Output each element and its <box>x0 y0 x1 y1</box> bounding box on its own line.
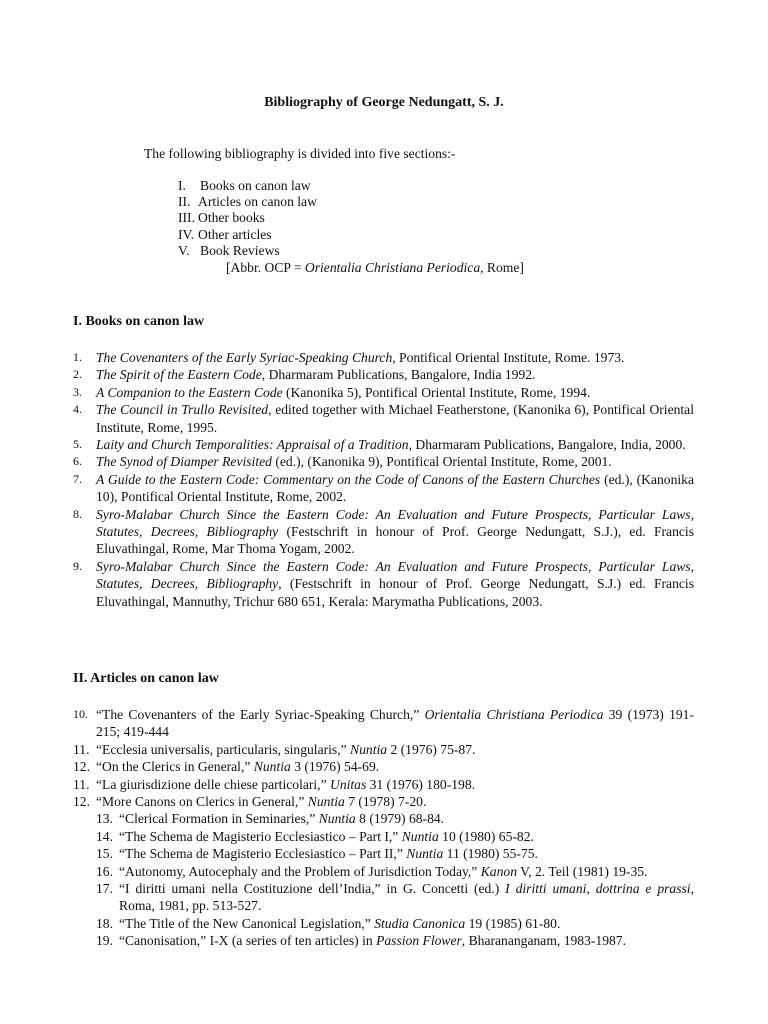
outline-number: II. <box>178 194 191 210</box>
entry-details: 10 (1980) 65-82. <box>438 828 534 844</box>
section1-heading: I. Books on canon law <box>73 314 205 329</box>
entry-title: “More Canons on Clerics in General,” <box>96 794 308 810</box>
entry-title: Laity and Church Temporalities: Appraisal of a Tradition <box>96 437 409 453</box>
book-entry <box>0 471 694 506</box>
entry-journal: Orientalia Christiana Periodica <box>424 707 604 722</box>
outline-number: I. <box>178 178 186 193</box>
entry-journal: Passion Flower <box>376 933 462 949</box>
entry-journal: Nuntia <box>253 759 291 775</box>
entry-journal: Unitas <box>330 776 367 792</box>
entry-details: 8 (1979) 68-84. <box>355 811 445 827</box>
entry-title: Syro-Malabar Church Since the Eastern Code: An Evaluation and Future Prospects, Particular Laws, Statutes, Decrees, Bibliography <box>96 506 694 540</box>
article-entry <box>0 915 694 932</box>
article-entry <box>0 776 694 793</box>
outline-number: V. <box>178 242 190 258</box>
entry-number: 15. <box>96 846 113 862</box>
outline-item <box>178 227 317 243</box>
entry-details: , Roma, 1981, pp. 513-527. <box>119 881 694 914</box>
entry-details: (Kanonika 5), Pontifical Oriental Institute, Rome, 1994. <box>282 384 591 400</box>
entry-details: 31 (1976) 180-198. <box>366 776 476 792</box>
entry-number: 3. <box>73 384 82 399</box>
book-entry <box>0 384 694 401</box>
entry-title: A Companion to the Eastern Code <box>96 384 283 400</box>
outline-label: Book Reviews <box>200 242 280 258</box>
abbreviation-note: [Abbr. OCP = Orientalia Christiana Periodica, Rome] <box>226 260 524 275</box>
entry-details: , Dharmaram Publications, Bangalore, India, 2000. <box>408 437 686 453</box>
outline-item <box>178 210 317 226</box>
article-entry <box>0 932 694 949</box>
entry-journal: I diritti umani, dottrina e prassi <box>505 881 691 897</box>
entry-journal: Nuntia <box>350 741 388 757</box>
entry-title: “On the Clerics in General,” <box>96 759 254 775</box>
entry-number: 2. <box>73 367 82 382</box>
intro-text: The following bibliography is divided into five sections:- <box>144 146 456 161</box>
article-entry <box>0 845 694 862</box>
entry-title: The Covenanters of the Early Syriac-Speaking Church, <box>96 350 396 365</box>
outline-number: IV. <box>178 226 194 242</box>
entry-title: “Ecclesia universalis, particularis, singularis,” <box>96 741 351 757</box>
entry-details: (ed.), (Kanonika 10), Pontifical Oriental Institute, Rome, 2002. <box>96 471 694 505</box>
document-title: Bibliography of George Nedungatt, S. J. <box>264 95 504 110</box>
entry-details: 19 (1985) 61-80. <box>465 915 561 931</box>
entry-number: 18. <box>96 915 113 931</box>
entry-details: 7 (1978) 7-20. <box>344 794 427 810</box>
entry-number: 9. <box>73 558 82 573</box>
article-entry <box>0 741 694 758</box>
entry-number: 1. <box>73 350 82 364</box>
entry-title: “La giurisdizione delle chiese particolari,” <box>96 776 331 792</box>
entry-journal: Nuntia <box>401 828 439 844</box>
section2-heading: II. Articles on canon law <box>73 671 219 686</box>
entry-number: 17. <box>96 881 113 897</box>
entry-number: 6. <box>73 454 82 469</box>
entry-title: “The Schema de Magisterio Ecclesiastico – Part I,” <box>119 828 402 844</box>
entry-details: V, 2. Teil (1981) 19-35. <box>517 863 648 879</box>
entry-number: 13. <box>96 811 113 827</box>
book-entry <box>0 401 694 436</box>
entry-number: 19. <box>96 933 113 949</box>
articles-list <box>0 706 768 950</box>
entry-number: 12. <box>73 759 90 775</box>
entry-details: (Festschrift in honour of Prof. George Nedungatt, S.J.), ed. Francis Eluvathingal, Rome, Mar Thoma Yogam, 2002. <box>96 524 694 557</box>
book-entry <box>0 506 694 558</box>
entry-journal: Kanon <box>480 863 517 879</box>
entry-journal: Nuntia <box>406 846 444 862</box>
outline-item <box>178 178 317 194</box>
entry-details: 11 (1980) 55-75. <box>443 846 538 862</box>
books-list <box>0 349 768 610</box>
entry-number: 5. <box>73 437 82 452</box>
book-entry <box>0 366 694 383</box>
entry-number: 16. <box>96 863 113 879</box>
entry-journal: Studia Canonica <box>374 915 466 931</box>
outline-label: Other books <box>198 210 265 226</box>
entry-number: 12. <box>73 794 90 810</box>
article-entry <box>0 863 694 880</box>
book-entry <box>0 453 694 470</box>
entry-number: 10. <box>73 707 88 721</box>
entry-title: The Synod of Diamper Revisited <box>96 454 272 470</box>
entry-details: , Bharananganam, 1983-1987. <box>461 933 626 949</box>
entry-number: 8. <box>73 506 82 521</box>
entry-title: A Guide to the Eastern Code: Commentary on the Code of Canons of the Eastern Churches <box>96 471 601 487</box>
book-entry <box>0 349 694 366</box>
article-entry <box>0 706 694 741</box>
entry-title: The Council in Trullo Revisited, <box>96 402 272 418</box>
article-entry <box>0 880 694 915</box>
book-entry <box>0 558 694 610</box>
entry-number: 11. <box>73 741 90 757</box>
entry-title: “Canonisation,” I-X (a series of ten articles) in <box>119 933 377 949</box>
entry-details: 3 (1976) 54-69. <box>290 759 380 775</box>
entry-title: “Clerical Formation in Seminaries,” <box>119 811 319 827</box>
entry-details: 39 (1973) 191-215; 419-444 <box>96 707 694 740</box>
entry-title: “The Covenanters of the Early Syriac-Speaking Church,” <box>96 707 425 722</box>
outline-label: Other articles <box>198 226 272 242</box>
entry-title: The Spirit of the Eastern Code <box>96 367 262 383</box>
outline-number: III. <box>178 210 195 226</box>
book-entry <box>0 436 694 453</box>
entry-title: “The Title of the New Canonical Legislation,” <box>119 915 375 931</box>
entry-number: 7. <box>73 471 82 486</box>
article-entry <box>0 758 694 775</box>
entry-details: (ed.), (Kanonika 9), Pontifical Oriental Institute, Rome, 2001. <box>271 454 612 470</box>
entry-title: Syro-Malabar Church Since the Eastern Code: An Evaluation and Future Prospects, Particular Laws, Statutes, Decrees, Bibliography <box>96 558 694 592</box>
entry-journal: Nuntia <box>318 811 356 827</box>
entry-number: 14. <box>96 828 113 844</box>
article-entry <box>0 793 694 810</box>
section-outline <box>178 178 317 259</box>
outline-item <box>178 194 317 210</box>
entry-details: edited together with Michael Featherstone, (Kanonika 6), Pontifical Oriental Institute, Rome, 1995. <box>96 402 694 435</box>
article-entry <box>0 828 694 845</box>
outline-label: Books on canon law <box>200 178 311 193</box>
entry-title: “The Schema de Magisterio Ecclesiastico – Part II,” <box>119 846 407 862</box>
entry-journal: Nuntia <box>307 794 345 810</box>
outline-item <box>178 243 317 259</box>
article-entry <box>0 810 694 827</box>
entry-title: “I diritti umani nella Costituzione dell’India,” in G. Concetti (ed.) <box>119 881 506 897</box>
entry-details: Pontifical Oriental Institute, Rome. 1973. <box>395 350 625 365</box>
entry-number: 11. <box>73 776 90 792</box>
entry-title: “Autonomy, Autocephaly and the Problem of Jurisdiction Today,” <box>119 863 481 879</box>
entry-details: , (Festschrift in honour of Prof. George Nedungatt, S.J.) ed. Francis Eluvathingal, Mannuthy, Trichur 680 651, Kerala: Marymatha Publications, 2003. <box>96 576 694 609</box>
entry-details: 2 (1976) 75-87. <box>387 741 476 757</box>
entry-details: , Dharmaram Publications, Bangalore, India 1992. <box>261 367 536 383</box>
entry-number: 4. <box>73 402 82 417</box>
outline-label: Articles on canon law <box>198 194 317 210</box>
